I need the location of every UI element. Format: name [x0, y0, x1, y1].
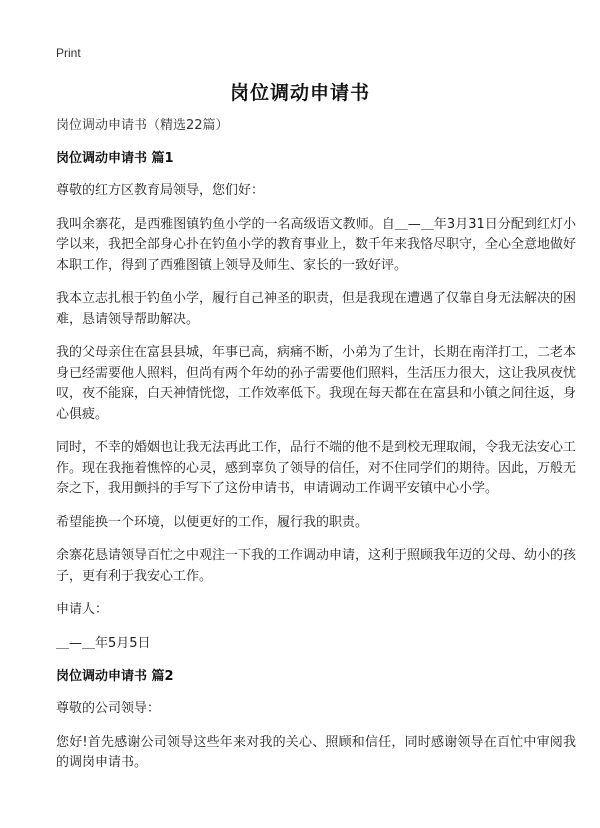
section-heading: 岗位调动申请书 篇1 — [56, 151, 174, 166]
date-line: ＿—＿年5月5日 — [56, 635, 151, 651]
document-body — [56, 116, 576, 787]
paragraph: 您好!首先感谢公司领导这些年来对我的关心、照顾和信任，同时感谢领导在百忙中审阅我的调岗申请书。 — [56, 734, 576, 770]
salutation: 尊敬的红方区教育局领导，您们好： — [56, 183, 265, 198]
paragraph: 同时，不幸的婚姻也让我无法再此工作，品行不端的他不是到校无理取闹，令我无法安心工作。现在我拖着憔悴的心灵，感到辜负了领导的信任，对不住同学们的期待。因此，万般无奈之下，我用颤抖的手写下了这份申请书，申请调动工作调平安镇中心小学。 — [56, 440, 577, 496]
document-title: 岗位调动申请书 — [229, 82, 370, 104]
document-subtitle: 岗位调动申请书（精选22篇） — [56, 118, 229, 133]
salutation: 尊敬的公司领导： — [56, 701, 161, 716]
section-2 — [56, 667, 576, 774]
paragraph: 余寨花恳请领导百忙之中观注一下我的工作调动申请，这利于照顾我年迈的父母、幼小的孩子，更有利于我安心工作。 — [56, 548, 577, 584]
print-link[interactable]: Print — [56, 46, 81, 60]
paragraph: 我叫余寨花，是西雅图镇钓鱼小学的一名高级语文教师。自＿—＿年3月31日分配到红灯小学以来，我把全部身心扑在钓鱼小学的教育事业上，数千年来我恪尽职守，全心全意地做好本职工作，得到了西雅图镇上领导及师生、家长的一致好评。 — [56, 216, 577, 273]
section-heading: 岗位调动申请书 篇2 — [56, 669, 174, 684]
section-1 — [56, 149, 576, 654]
applicant-label: 申请人： — [56, 602, 109, 617]
paragraph: 我的父母亲住在富县县城，年事已高，病痛不断，小弟为了生计，长期在南洋打工，二老本身已经需要他人照料，但尚有两个年幼的孙子需要他们照料，生活压力很大，这让我夙夜忧叹，夜不能寐，白天神情恍惚，工作效率低下。我现在每天都在在富县和小镇之间往返，身心俱疲。 — [56, 345, 577, 422]
paragraph: 希望能换一个环境，以便更好的工作，履行我的职责。 — [56, 514, 369, 530]
paragraph: 我本立志扎根于钓鱼小学，履行自己神圣的职责，但是我现在遭遇了仅靠自身无法解决的困难，恳请领导帮助解决。 — [56, 291, 577, 327]
